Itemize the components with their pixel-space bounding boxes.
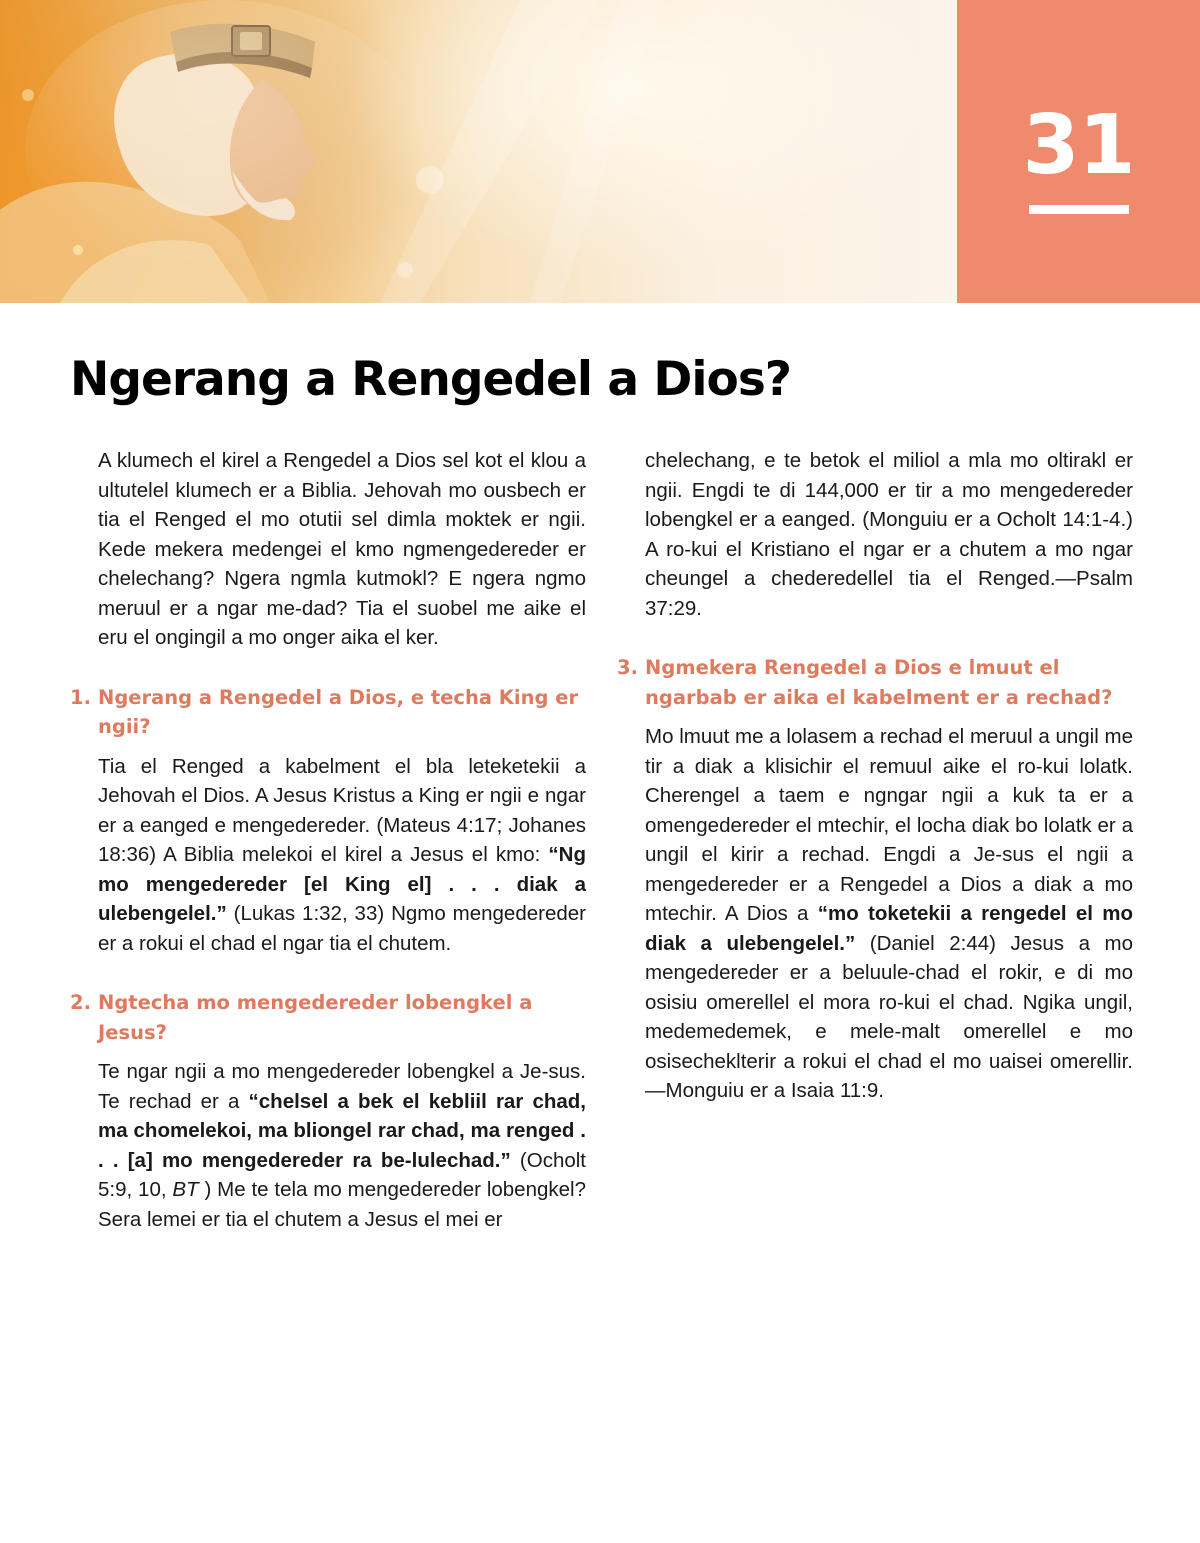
chapter-number: 31 xyxy=(1022,98,1135,193)
answer-2-paragraph-end: chelechang, e te betok el miliol a mla mo oltirakl er ngii. Engdi te di 144,000 er tir a mo mengedereder lobengkel er a eanged. (Monguiu er a Ocholt 14:1-4.) A ro-kui el Kristiano el ngar er a chutem a mo ngar cheungel a chederedellel tia el Renged.—Psalm 37:29. xyxy=(645,449,1133,620)
answer-2-paragraph-start: Te ngar ngii a mo mengedereder lobengkel a Je-sus. Te rechad er a “chelsel a bek el kebliil rar chad, ma chomelekoi, ma bliongel rar chad, ma renged . . . [a] mo mengedereder ra be-lulechad.” (Ocholt 5:9, 10, BT ) Me te tela mo mengedereder lobengkel? Sera lemei er tia el chutem a Jesus el mei er xyxy=(98,1060,586,1231)
chapter-underline xyxy=(1029,205,1129,214)
page-title: Ngerang a Rengedel a Dios? xyxy=(70,352,792,407)
answer-2-continuation: ) Me te tela mo mengedereder lobengkel? Sera lemei er tia el chutem a Jesus el mei er xyxy=(98,1178,586,1231)
question-3-number: 3. xyxy=(617,656,638,679)
chapter-number-box xyxy=(957,0,1200,303)
left-column xyxy=(70,446,586,1234)
answer-1-quote: “Ng mo mengedereder [el King el] . . . diak a ulebengelel.” xyxy=(98,843,586,925)
light-rays-decoration xyxy=(0,0,957,303)
intro-paragraph: A klumech el kirel a Rengedel a Dios sel kot el klou a ultutelel klumech er a Biblia. Jehovah mo ousbech er tia el Renged el mo otutii sel dimla moktek er ngii. Kede mekera medengei el kmo ngmengedereder er chelechang? Ngera ngmla kutmokl? E ngera ngmo meruul er a ngar me-dad? Tia el suobel me aike el eru el ongingil a mo onger aika el ker. xyxy=(98,449,586,649)
question-2-number: 2. xyxy=(70,991,91,1014)
question-3 xyxy=(617,653,1133,712)
answer-2-quote: “chelsel a bek el kebliil rar chad, ma chomelekoi, ma bliongel rar chad, ma renged . . . [a] mo mengedereder ra be-lulechad.” xyxy=(98,1089,586,1172)
question-3-text: Ngmekera Rengedel a Dios e lmuut el ngarbab er aika el kabelment er a rechad? xyxy=(645,656,1113,709)
header-image xyxy=(0,0,957,303)
question-2-text: Ngtecha mo mengedereder lobengkel a Jesus? xyxy=(98,991,533,1044)
bible-translation-abbrev: BT xyxy=(172,1178,199,1201)
right-column xyxy=(617,446,1134,1106)
question-1 xyxy=(70,683,586,742)
answer-1-paragraph: Tia el Renged a kabelment el bla leteketekii a Jehovah el Dios. A Jesus Kristus a King er ngii e ngar er a eanged e mengedereder. (Mateus 4:17; Johanes 18:36) A Biblia melekoi el kirel a Jesus el kmo: “Ng mo mengedereder [el King el] . . . diak a ulebengelel.” (Lukas 1:32, 33) Ngmo mengedereder er a rokui el chad el ngar tia el chutem. xyxy=(98,754,586,955)
answer-3-paragraph: Mo lmuut me a lolasem a rechad el meruul a ungil me tir a diak a klisichir el remuul aike el ro-kui lolatk. Cherengel a taem e ngngar ngii a kuk ta er a omengedereder el mtechir, el locha diak bo lolatk er a ungil el kirir a rechad. Engdi a Je-sus el ngii a mengedereder er a Rengedel a Dios a diak a mo mtechir. A Dios a “mo toketekii a rengedel el mo diak a ulebengelel.” (Daniel 2:44) Jesus a mo mengedereder er a beluule-chad el rokir, e di mo osisiu omerellel el mora ro-kui el chad. Ngika ungil, medemedemek, e mele-malt omerellel e mo osisecheklterir a rokui el chad el mo uaisei omerellir.—Monguiu er a Isaia 11:9. xyxy=(645,725,1134,1102)
answer-3-quote: “mo toketekii a rengedel el mo diak a ulebengelel.” xyxy=(645,902,1134,955)
question-1-number: 1. xyxy=(70,685,91,709)
question-1-text: Ngerang a Rengedel a Dios, e techa King er ngii? xyxy=(98,685,579,738)
question-2 xyxy=(70,988,586,1047)
